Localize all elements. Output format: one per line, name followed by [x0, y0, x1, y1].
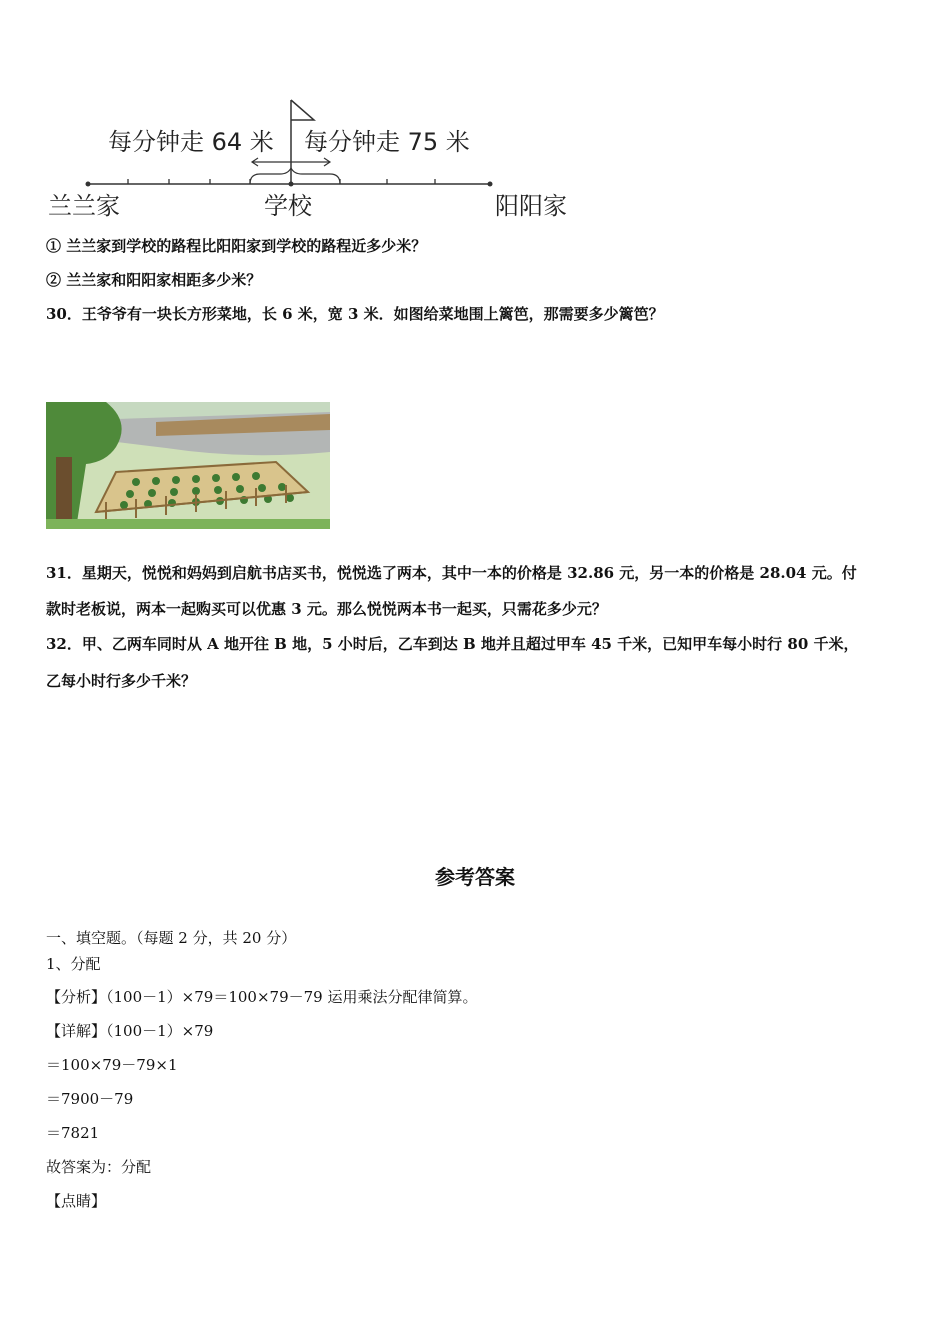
answers-title: 参考答案: [435, 865, 515, 889]
answer-detail: 【详解】（100－1）×79: [46, 1022, 214, 1040]
q32-line2: 乙每小时行多少千米？: [46, 672, 197, 690]
q30-text: 30．王爷爷有一块长方形菜地，长 6 米，宽 3 米．如图给菜地围上篱笆，那需要多少篱笆？: [46, 305, 664, 323]
tree-trunk: [56, 457, 72, 529]
q29-sub1: ① 兰兰家到学校的路程比阳阳家到学校的路程近多少米？: [46, 237, 427, 255]
answer-step-1: ＝100×79－79×1: [46, 1056, 178, 1074]
distance-diagram: [40, 92, 600, 232]
answer-comment: 【点睛】: [46, 1192, 107, 1210]
answer-analysis: 【分析】（100－1）×79＝100×79－79 运用乘法分配律简算。: [46, 988, 478, 1006]
q31-line1: 31．星期天，悦悦和妈妈到启航书店买书，悦悦选了两本，其中一本的价格是 32.86 元，另一本的价格是 28.04 元。付: [46, 564, 857, 582]
answer-item-1: 1、分配: [46, 955, 101, 973]
answer-conclusion: 故答案为：分配: [46, 1158, 152, 1176]
answers-section-heading: 一、填空题。（每题 2 分，共 20 分）: [46, 929, 297, 947]
vegetable-garden-svg: [46, 402, 330, 529]
vegetable-garden-image: [46, 402, 330, 529]
yangyang-home-point: [488, 182, 493, 187]
q31-line2: 款时老板说，两本一起购买可以优惠 3 元。那么悦悦两本书一起买，只需花多少元？: [46, 600, 607, 618]
minute-brace: [250, 168, 340, 184]
lanlan-home-label: 兰兰家: [48, 192, 120, 220]
lanlan-home-point: [86, 182, 91, 187]
school-label: 学校: [264, 192, 312, 220]
q29-sub2: ② 兰兰家和阳阳家相距多少米？: [46, 271, 262, 289]
answer-step-2: ＝7900－79: [46, 1090, 134, 1108]
left-speed-label: 每分钟走 64 米: [108, 128, 274, 156]
school-point: [289, 182, 294, 187]
flag-icon: [291, 100, 314, 120]
right-speed-label: 每分钟走 75 米: [304, 128, 470, 156]
q32-line1: 32．甲、乙两车同时从 A 地开往 B 地，5 小时后，乙车到达 B 地并且超过甲车 45 千米，已知甲车每小时行 80 千米，: [46, 635, 859, 653]
yangyang-home-label: 阳阳家: [495, 192, 567, 220]
answer-step-3: ＝7821: [46, 1124, 100, 1142]
distance-diagram-svg: [40, 92, 600, 232]
